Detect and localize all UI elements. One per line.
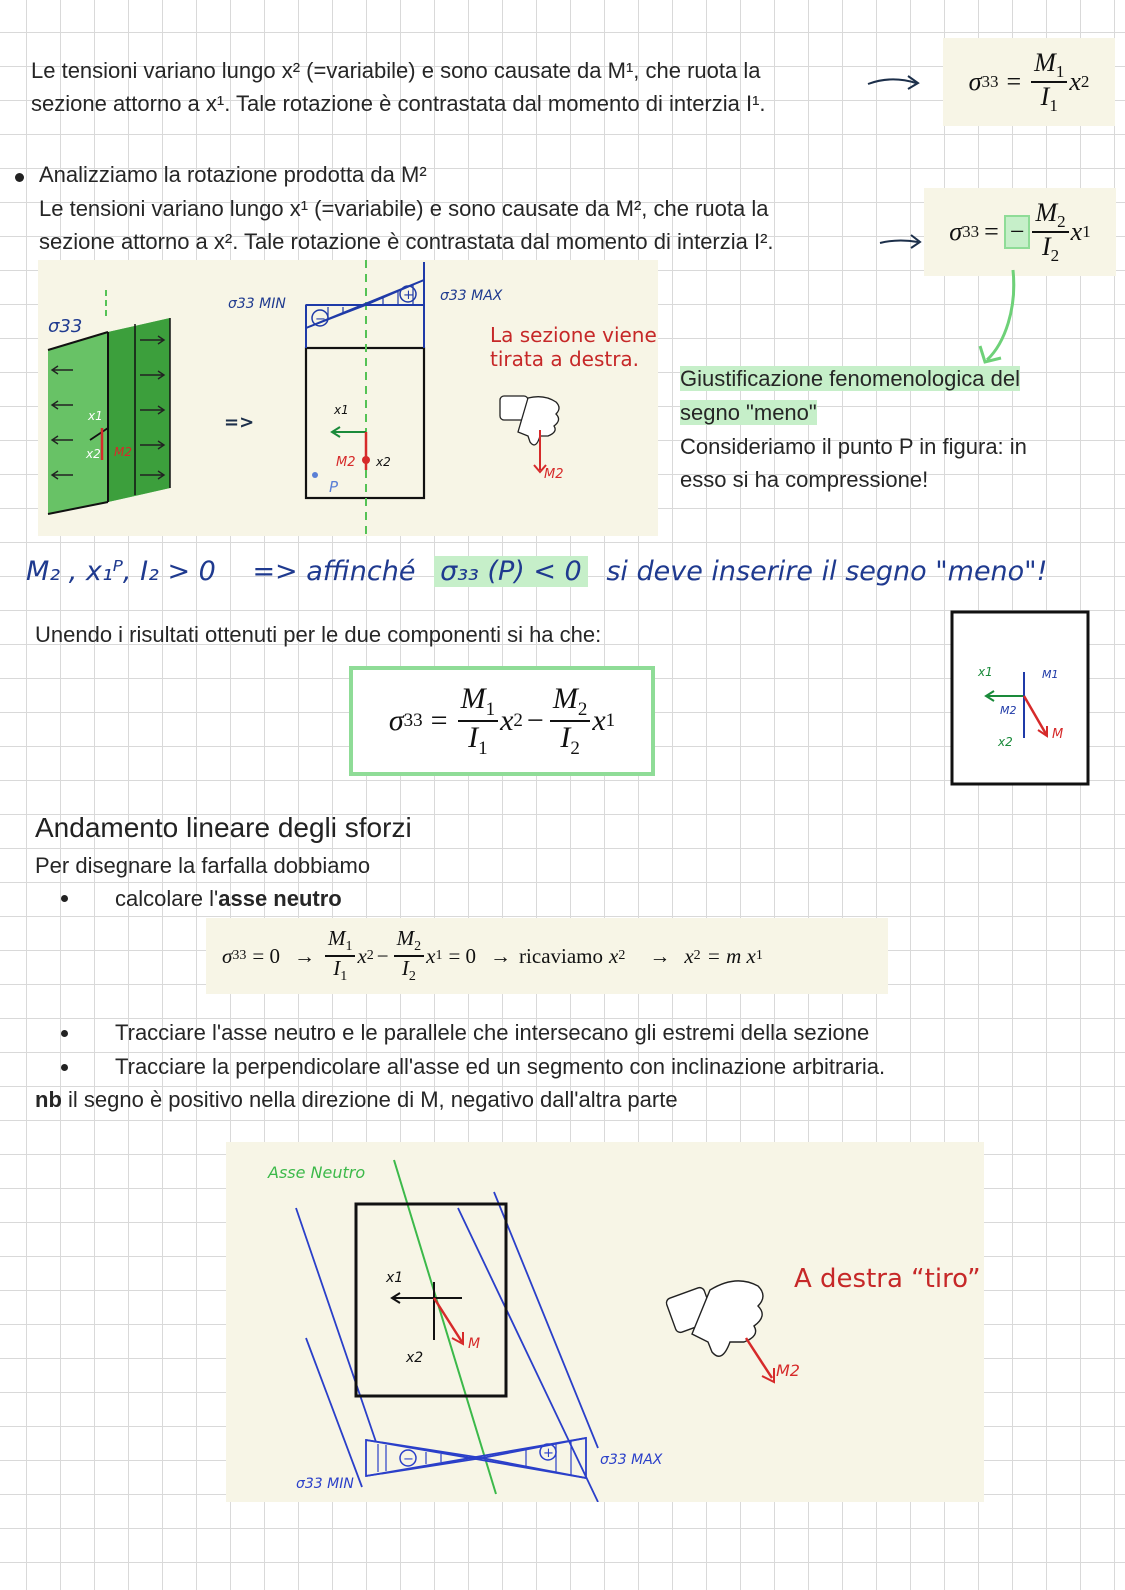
section3-intro: Unendo i risultati ottenuti per le due componenti si ha che:	[35, 622, 602, 647]
fig1-caption-line1: La sezione viene	[490, 323, 657, 347]
fig1-minus-sign: −	[315, 312, 326, 327]
formula-minus: −	[526, 704, 544, 737]
figure2-drawing	[226, 1142, 984, 1502]
formula-lhs-sub: 33	[403, 710, 423, 731]
eq-eq-zero: = 0	[448, 943, 477, 968]
fig2-sigma-max: σ33 MAX	[600, 1452, 663, 1468]
eq-v2-sub: 1	[435, 948, 443, 963]
fig1-caption-line2: tirata a destra.	[490, 347, 640, 371]
fig2-x2: x2	[406, 1350, 424, 1366]
justification-title-text-1: Giustificazione fenomenologica del	[680, 366, 1020, 391]
justification-body-2: esso si ha compressione!	[680, 467, 929, 492]
small-m1: M1	[1042, 668, 1059, 681]
fig2-m: M	[468, 1336, 481, 1352]
eq-d1-sub: 1	[340, 969, 348, 985]
fig1-block-x1: x1	[88, 409, 103, 423]
eq-d2: I	[401, 956, 409, 980]
bullet1-pre: calcolare l'	[115, 886, 219, 911]
hand-thumbs-down-icon	[500, 396, 559, 445]
fig1-sigma-min: σ33 MIN	[228, 296, 286, 312]
fig2-plus-sign: +	[543, 1446, 554, 1461]
formula-n2: M	[552, 682, 578, 716]
fig2-hand-label: M2	[776, 1361, 800, 1380]
eq-d1: I	[333, 956, 341, 980]
formula-lhs: σ	[968, 67, 982, 96]
formula-v2: x	[592, 704, 606, 737]
section2-line2: sezione attorno a x². Tale rotazione è contrastata dal momento di interzia I².	[39, 229, 774, 254]
formula-n1-sub: 1	[485, 699, 496, 721]
section4-bullet2: Tracciare l'asse neutro e le parallele che intersecano gli estremi della sezione	[115, 1020, 870, 1045]
formula-var: x	[1070, 217, 1083, 246]
arrow-right-icon	[866, 72, 922, 94]
eq-minus: −	[376, 943, 389, 968]
fig1-p: P	[329, 478, 339, 496]
eq-res: x	[684, 943, 694, 968]
justification-title-2	[680, 396, 817, 429]
handwritten-arrow: => affinché	[252, 556, 416, 587]
eq-arrow-3: →	[649, 943, 671, 968]
fig1-implies: =>	[224, 412, 255, 433]
section1-line2: sezione attorno a x¹. Tale rotazione è contrastata dal momento di interzia I¹.	[31, 91, 766, 116]
fig1-block-m2: M2	[114, 445, 132, 459]
formula-d2: I	[560, 721, 571, 754]
eq-res-eq: = m x	[706, 943, 756, 968]
small-x2: x2	[998, 735, 1013, 749]
formula-den: I	[1041, 232, 1051, 261]
justification-title-text-2: segno "meno"	[680, 400, 817, 425]
formula-num-sub: 2	[1057, 212, 1066, 232]
fig1-sigma-max: σ33 MAX	[440, 288, 503, 304]
formula-den-sub: 1	[1049, 96, 1058, 116]
fig1-plus-sign: +	[403, 288, 414, 303]
eq-n1: M	[327, 926, 346, 951]
eq-sigma: σ	[222, 943, 233, 968]
section4-heading: Andamento lineare degli sforzi	[35, 812, 412, 843]
formula-v1-sub: 2	[513, 710, 523, 731]
small-x1: x1	[978, 665, 993, 679]
formula-eq: =	[430, 704, 448, 737]
section4-nb	[35, 1083, 678, 1116]
section1-line1: Le tensioni variano lungo x² (=variabile) e sono causate da M¹, che ruota la	[31, 58, 761, 83]
eq-n2-sub: 2	[414, 939, 422, 955]
eq-v1-sub: 2	[366, 948, 374, 963]
eq-n2: M	[396, 926, 415, 951]
fig2-sigma-min: σ33 MIN	[296, 1476, 354, 1492]
formula-final	[349, 666, 655, 776]
bullet-dot	[15, 173, 24, 182]
justification-body-1: Consideriamo il punto P in figura: in	[680, 434, 1027, 459]
bullet1-bold: asse neutro	[218, 886, 342, 911]
small-m: M	[1052, 727, 1064, 742]
eq-sigma-sub: 33	[232, 948, 247, 963]
formula-var-sub: 2	[1080, 72, 1090, 91]
formula-n1: M	[460, 682, 486, 716]
bullet-dot	[61, 895, 68, 902]
small-m2: M2	[1000, 704, 1017, 717]
formula-num: M	[1034, 47, 1056, 77]
formula-den: I	[1040, 82, 1050, 111]
hand-thumbs-down-icon	[665, 1281, 763, 1356]
eq-v1: x	[357, 943, 367, 968]
neutral-axis-equation	[206, 918, 888, 994]
formula-lhs: σ	[388, 704, 404, 737]
section4-intro: Per disegnare la farfalla dobbiamo	[35, 853, 371, 878]
formula-v1: x	[500, 704, 514, 737]
formula-num: M	[1035, 197, 1058, 227]
section2-bullet: Analizziamo la rotazione prodotta da M²	[39, 162, 427, 187]
handwritten-conclusion: si deve inserire il segno "meno"!	[606, 556, 1048, 587]
formula-minus-highlight: −	[1004, 215, 1031, 249]
bullet-dot	[61, 1030, 68, 1037]
eq-d2-sub: 2	[408, 969, 416, 985]
fig2-asse-neutro: Asse Neutro	[268, 1163, 366, 1182]
formula-v2-sub: 1	[605, 710, 616, 731]
eq-eq0: = 0	[252, 943, 280, 968]
green-curved-arrow	[975, 268, 1035, 368]
formula-d1-sub: 1	[478, 738, 488, 759]
formula-eq: =	[984, 217, 999, 246]
eq-res-sub: 2	[693, 948, 701, 963]
eq-ricaviamo: ricaviamo	[519, 943, 604, 968]
eq-res-sub2: 1	[755, 948, 763, 963]
fig2-minus-sign: −	[403, 1452, 414, 1467]
fig1-block-x2: x2	[86, 447, 101, 461]
formula-d2-sub: 2	[570, 738, 580, 759]
bullet-dot	[61, 1064, 68, 1071]
eq-n1-sub: 1	[345, 939, 353, 955]
fig2-caption: A destra “tiro”	[794, 1264, 981, 1294]
fig1-x2: x2	[376, 455, 391, 469]
formula-d1: I	[468, 721, 479, 754]
section2-line1: Le tensioni variano lungo x¹ (=variabile) e sono causate da M², che ruota la	[39, 196, 769, 221]
eq-arrow-2: →	[490, 943, 512, 968]
formula-den-sub: 2	[1050, 246, 1060, 266]
formula-lhs: σ	[949, 217, 963, 246]
section4-bullet3: Tracciare la perpendicolare all'asse ed un segmento con inclinazione arbitraria.	[115, 1054, 886, 1079]
figure1-drawing	[38, 260, 658, 536]
nb-bold: nb	[35, 1087, 62, 1112]
fig1-x1: x1	[334, 403, 349, 417]
eq-arrow-1: →	[293, 943, 315, 968]
fig2-x1: x1	[386, 1270, 404, 1286]
formula-lhs-sub: 33	[981, 72, 999, 91]
fig1-hand-label: M2	[544, 467, 564, 482]
eq-rv: x	[609, 943, 619, 968]
formula-lhs-sub: 33	[962, 222, 980, 241]
section-diagram-small	[950, 610, 1090, 788]
formula-var: x	[1069, 67, 1081, 96]
section4-bullet1	[115, 882, 342, 915]
handwritten-sigma-p: σ₃₃ (P) < 0	[434, 556, 588, 587]
nb-text: il segno è positivo nella direzione di M, negativo dall'altra parte	[61, 1087, 678, 1112]
handwritten-line	[26, 556, 1047, 587]
handwritten-conditions: M₂ , x₁ᴾ, I₂ > 0	[26, 556, 216, 587]
eq-v2: x	[426, 943, 436, 968]
formula-sigma-m2	[924, 188, 1116, 276]
fig1-sigma-label: σ33	[48, 316, 83, 337]
formula-sigma-m1	[943, 38, 1115, 126]
arrow-right-icon	[878, 232, 924, 252]
justification-title-1	[680, 362, 1020, 395]
eq-rv-sub: 2	[618, 948, 626, 963]
fig1-m2: M2	[336, 455, 356, 470]
formula-num-sub: 1	[1055, 62, 1065, 82]
formula-n2-sub: 2	[577, 699, 588, 721]
formula-var-sub: 1	[1082, 222, 1091, 241]
formula-eq: =	[1006, 67, 1022, 96]
